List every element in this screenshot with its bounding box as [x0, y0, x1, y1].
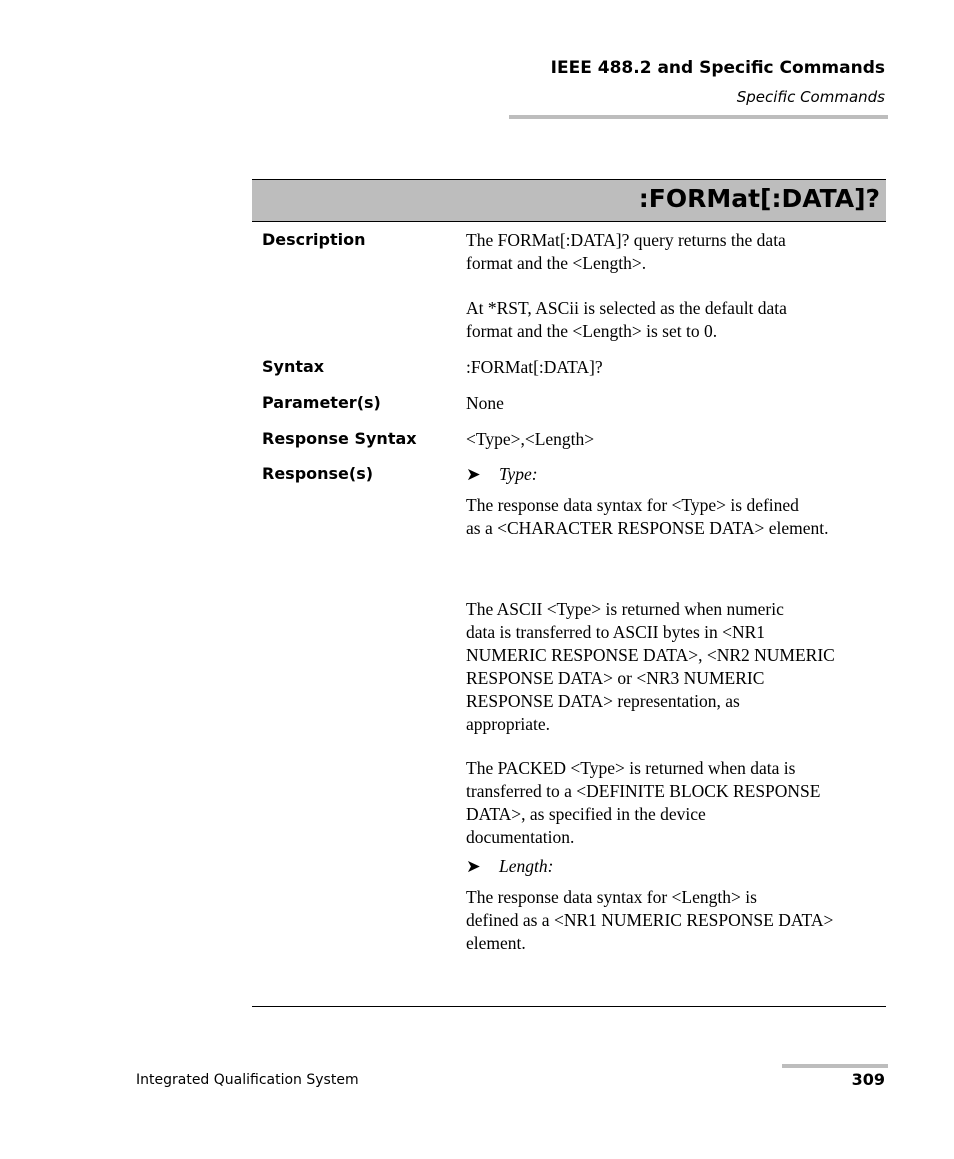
type-heading: Type: [499, 464, 538, 484]
text-line: At *RST, ASCii is selected as the default data [466, 298, 787, 318]
text-line: as a <CHARACTER RESPONSE DATA> element. [466, 518, 829, 538]
page-number: 309 [851, 1070, 885, 1089]
text-line: documentation. [466, 827, 575, 847]
length-bullet [466, 855, 553, 878]
text-line: NUMERIC RESPONSE DATA>, <NR2 NUMERIC [466, 645, 835, 665]
type-paragraph-3 [466, 757, 886, 849]
text-line: RESPONSE DATA> or <NR3 NUMERIC [466, 668, 765, 688]
syntax-value [466, 356, 886, 379]
text-line: The response data syntax for <Type> is defined [466, 495, 799, 515]
text-line: The ASCII <Type> is returned when numeric [466, 599, 784, 619]
text-line: transferred to a <DEFINITE BLOCK RESPONSE [466, 781, 821, 801]
length-heading: Length: [499, 856, 554, 876]
parameters-label: Parameter(s) [262, 393, 381, 412]
type-bullet [466, 463, 538, 486]
text-line: data is transferred to ASCII bytes in <NR1 [466, 622, 766, 642]
description-paragraph-1 [466, 229, 886, 275]
arrow-bullet-icon: ➤ [466, 856, 481, 876]
text-line: format and the <Length> is set to 0. [466, 321, 718, 341]
text-line: defined as a <NR1 NUMERIC RESPONSE DATA> [466, 910, 834, 930]
text-line: RESPONSE DATA> representation, as [466, 691, 740, 711]
text-line: The PACKED <Type> is returned when data is [466, 758, 796, 778]
text-line: appropriate. [466, 714, 551, 734]
type-paragraph-2 [466, 598, 886, 736]
text-line: format and the <Length>. [466, 253, 647, 273]
running-header-title: IEEE 488.2 and Specific Commands [550, 58, 885, 78]
header-rule [509, 115, 888, 119]
text-line: <Type>,<Length> [466, 429, 595, 449]
text-line: DATA>, as specified in the device [466, 804, 706, 824]
running-header-subtitle: Specific Commands [736, 88, 885, 106]
command-title-bar [252, 179, 886, 222]
text-line: The FORMat[:DATA]? query returns the data [466, 230, 786, 250]
text-line: The response data syntax for <Length> is [466, 887, 757, 907]
parameters-value [466, 392, 886, 415]
description-paragraph-2 [466, 297, 886, 343]
responses-label: Response(s) [262, 464, 374, 483]
section-end-rule [252, 1006, 886, 1007]
response-syntax-label: Response Syntax [262, 429, 417, 448]
text-line: element. [466, 933, 526, 953]
response-syntax-value [466, 428, 886, 451]
syntax-label: Syntax [262, 357, 325, 376]
footer-rule [782, 1064, 888, 1068]
text-line: :FORMat[:DATA]? [466, 357, 603, 377]
command-title: :FORMat[:DATA]? [638, 184, 880, 213]
type-paragraph-1 [466, 494, 886, 540]
text-line: None [466, 393, 504, 413]
arrow-bullet-icon: ➤ [466, 464, 481, 484]
description-label: Description [262, 230, 366, 249]
length-paragraph [466, 886, 886, 955]
footer-product-name: Integrated Qualification System [136, 1072, 359, 1088]
